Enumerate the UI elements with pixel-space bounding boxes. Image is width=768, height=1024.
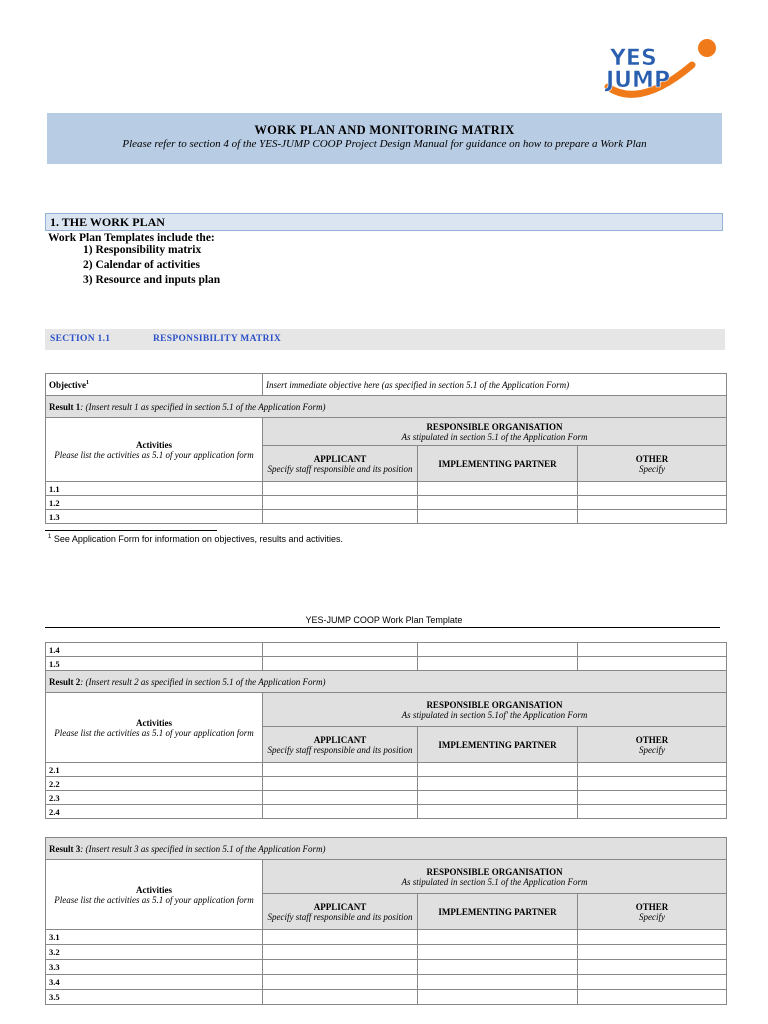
other-cell[interactable] <box>578 975 727 990</box>
other-cell[interactable] <box>578 763 727 777</box>
other-cell[interactable] <box>578 791 727 805</box>
table-row <box>46 418 727 446</box>
other-cell[interactable] <box>578 510 727 524</box>
table-row: 1.5 <box>46 657 727 671</box>
applicant-cell[interactable] <box>263 791 418 805</box>
work-plan-intro: Work Plan Templates include the: <box>48 232 215 244</box>
partner-cell[interactable] <box>418 805 578 819</box>
result-2: Result 2: (Insert result 2 as specified in section 5.1 of the Application Form) <box>46 671 727 693</box>
table-row: 2.1 <box>46 763 727 777</box>
activities-header: Activities Please list the activities as 5.1 of your application form <box>46 860 263 930</box>
responsibility-table-1 <box>45 373 727 524</box>
table-row <box>46 396 727 418</box>
work-plan-list <box>83 243 220 288</box>
section-bar <box>45 329 725 350</box>
other-cell[interactable] <box>578 496 727 510</box>
table-row: 2.3 <box>46 791 727 805</box>
table-row: 3.3 <box>46 960 727 975</box>
other-cell[interactable] <box>578 805 727 819</box>
result-1: Result 1: (Insert result 1 as specified in section 5.1 of the Application Form) <box>46 396 727 418</box>
applicant-cell[interactable] <box>263 975 418 990</box>
applicant-cell[interactable] <box>263 930 418 945</box>
other-cell[interactable] <box>578 930 727 945</box>
table-row <box>46 838 727 860</box>
table-row <box>46 671 727 693</box>
applicant-cell[interactable] <box>263 945 418 960</box>
running-header-line <box>45 627 720 628</box>
responsibility-table-2 <box>45 642 727 819</box>
objective-text: Insert immediate objective here (as specified in section 5.1 of the Application Form) <box>263 374 727 396</box>
applicant-cell[interactable] <box>263 643 418 657</box>
page-subtitle: Please refer to section 4 of the YES-JUMP COOP Project Design Manual for guidance on how to prepare a Work Plan <box>122 138 647 150</box>
other-cell[interactable] <box>578 777 727 791</box>
partner-cell[interactable] <box>418 510 578 524</box>
table-row: 2.4 <box>46 805 727 819</box>
applicant-cell[interactable] <box>263 960 418 975</box>
footnote: $^1$ See Application Form for information on objectives, results and activities. <box>48 534 343 544</box>
partner-cell[interactable] <box>418 945 578 960</box>
yes-jump-logo <box>600 35 720 105</box>
partner-cell[interactable] <box>418 657 578 671</box>
table-row <box>46 374 727 396</box>
partner-cell[interactable] <box>418 763 578 777</box>
table-row <box>46 860 727 894</box>
partner-cell[interactable] <box>418 960 578 975</box>
list-item: 3) Resource and inputs plan <box>83 274 221 286</box>
other-header: OTHER Specify <box>578 446 727 482</box>
table-row: 1.2 <box>46 496 727 510</box>
table-row: 3.5 <box>46 990 727 1005</box>
other-cell[interactable] <box>578 643 727 657</box>
logo-text-top: YES <box>610 46 657 71</box>
table-row: 3.4 <box>46 975 727 990</box>
other-cell[interactable] <box>578 482 727 496</box>
table-row: 2.2 <box>46 777 727 791</box>
logo-text-bottom: JUMP <box>606 68 671 93</box>
section-name: RESPONSIBILITY MATRIX <box>153 334 281 344</box>
other-cell[interactable] <box>578 945 727 960</box>
applicant-header: APPLICANT Specify staff responsible and its position <box>263 894 418 930</box>
table-row: 1.4 <box>46 643 727 657</box>
other-cell[interactable] <box>578 990 727 1005</box>
other-header: OTHER Specify <box>578 894 727 930</box>
applicant-header: APPLICANT Specify staff responsible and its position <box>263 446 418 482</box>
partner-cell[interactable] <box>418 496 578 510</box>
partner-cell[interactable] <box>418 777 578 791</box>
table-row: 3.1 <box>46 930 727 945</box>
responsible-org-header: RESPONSIBLE ORGANISATION As stipulated in section 5.1of' the Application Form <box>263 693 727 727</box>
applicant-cell[interactable] <box>263 805 418 819</box>
applicant-cell[interactable] <box>263 763 418 777</box>
applicant-cell[interactable] <box>263 496 418 510</box>
responsible-org-header: RESPONSIBLE ORGANISATION As stipulated in section 5.1 of the Application Form <box>263 418 727 446</box>
section-number: SECTION 1.1 <box>50 334 111 344</box>
list-item: 1) Responsibility matrix <box>83 244 202 256</box>
running-header: YES-JUMP COOP Work Plan Template <box>305 615 463 625</box>
other-cell[interactable] <box>578 960 727 975</box>
page-title: WORK PLAN AND MONITORING MATRIX <box>254 123 515 137</box>
list-item: 2) Calendar of activities <box>83 259 201 271</box>
applicant-cell[interactable] <box>263 482 418 496</box>
partner-cell[interactable] <box>418 643 578 657</box>
applicant-header: APPLICANT Specify staff responsible and its position <box>263 727 418 763</box>
table-row: 3.2 <box>46 945 727 960</box>
activities-header: Activities Please list the activities as 5.1 of your application form <box>46 418 263 482</box>
title-banner <box>45 113 724 164</box>
other-header: OTHER Specify <box>578 727 727 763</box>
work-plan-heading: 1. THE WORK PLAN <box>45 213 723 231</box>
partner-cell[interactable] <box>418 930 578 945</box>
applicant-cell[interactable] <box>263 777 418 791</box>
result-3: Result 3: (Insert result 3 as specified in section 5.1 of the Application Form) <box>46 838 727 860</box>
other-cell[interactable] <box>578 657 727 671</box>
partner-cell[interactable] <box>418 990 578 1005</box>
objective-label: Objective$^1$ <box>46 374 263 396</box>
table-row: 1.1 <box>46 482 727 496</box>
applicant-cell[interactable] <box>263 657 418 671</box>
table-row <box>46 693 727 727</box>
partner-cell[interactable] <box>418 482 578 496</box>
applicant-cell[interactable] <box>263 510 418 524</box>
table-row: 1.3 <box>46 510 727 524</box>
footnote-divider <box>45 530 217 531</box>
applicant-cell[interactable] <box>263 990 418 1005</box>
responsible-org-header: RESPONSIBLE ORGANISATION As stipulated in section 5.1 of the Application Form <box>263 860 727 894</box>
implementing-partner-header: IMPLEMENTING PARTNER <box>418 727 578 763</box>
implementing-partner-header: IMPLEMENTING PARTNER <box>418 894 578 930</box>
responsibility-table-3 <box>45 837 727 1005</box>
implementing-partner-header: IMPLEMENTING PARTNER <box>418 446 578 482</box>
partner-cell[interactable] <box>418 791 578 805</box>
partner-cell[interactable] <box>418 975 578 990</box>
activities-header: Activities Please list the activities as 5.1 of your application form <box>46 693 263 763</box>
